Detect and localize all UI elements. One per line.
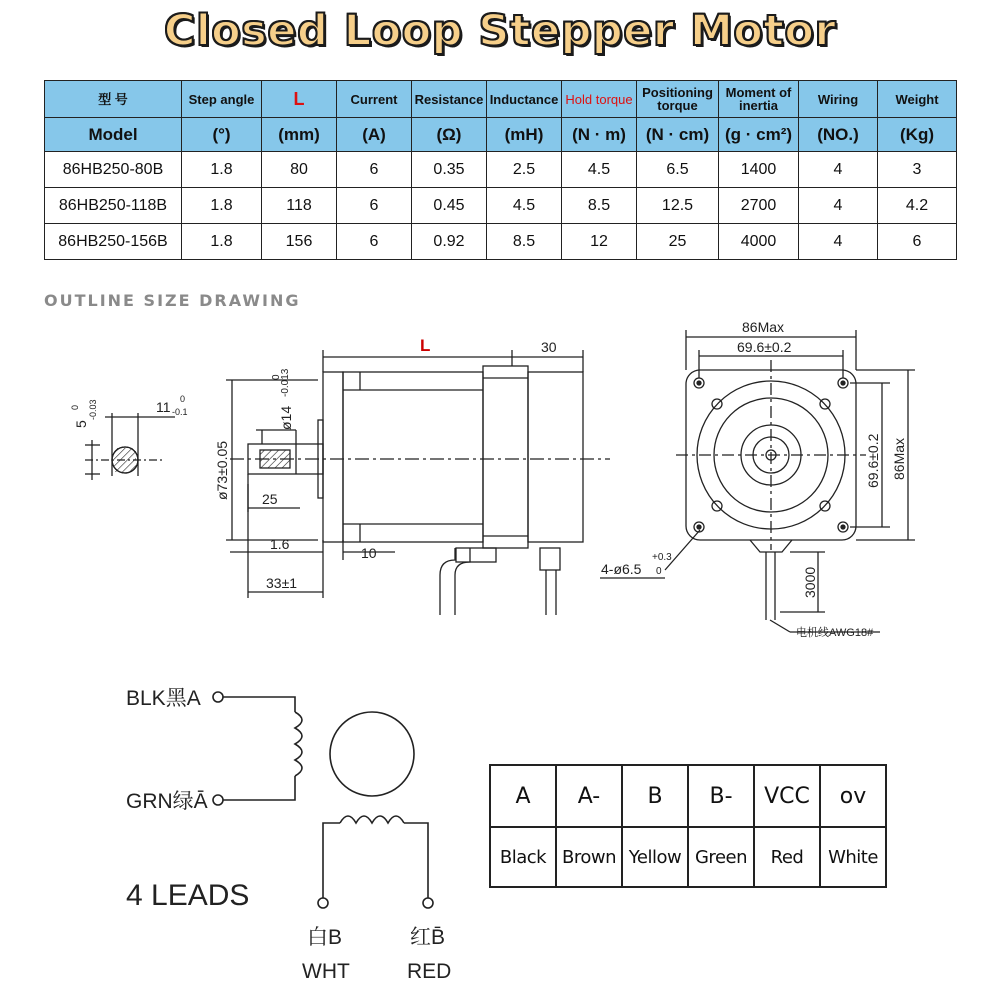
cell-weight: 3 — [878, 152, 957, 188]
signal-b: B — [622, 765, 688, 827]
cell-resistance: 0.35 — [412, 152, 487, 188]
dim-holes-tol-top: +0.3 — [652, 552, 672, 563]
unit-positioning-torque: (N · cm) — [637, 118, 719, 152]
color-brown: Brown — [556, 827, 622, 887]
color-green: Green — [688, 827, 754, 887]
unit-wiring: (NO.) — [799, 118, 878, 152]
signal-0v: ov — [820, 765, 886, 827]
color-black: Black — [490, 827, 556, 887]
cell-wiring: 4 — [799, 152, 878, 188]
cell-moment-inertia: 4000 — [719, 224, 799, 260]
signal-b-minus: B- — [688, 765, 754, 827]
dim-69-top: 69.6±0.2 — [737, 339, 792, 355]
unit-weight: (Kg) — [878, 118, 957, 152]
cell-length: 118 — [262, 188, 337, 224]
header-moment-inertia: Moment of inertia — [719, 81, 799, 118]
cell-positioning-torque: 12.5 — [637, 188, 719, 224]
header-resistance: Resistance — [412, 81, 487, 118]
section-title: OUTLINE SIZE DRAWING — [44, 291, 301, 310]
wiring-signal-row — [490, 765, 886, 827]
key-5: 5 — [73, 420, 89, 428]
header-step-angle: Step angle — [182, 81, 262, 118]
signal-vcc: VCC — [754, 765, 820, 827]
dim-86max-top: 86Max — [742, 319, 785, 335]
cell-hold-torque: 12 — [562, 224, 637, 260]
lead-blk-label: BLK黑A — [126, 687, 201, 710]
lead-grn-label: GRN绿Ā — [126, 790, 208, 813]
cell-length: 80 — [262, 152, 337, 188]
unit-hold-torque: (N · m) — [562, 118, 637, 152]
cell-model: 86HB250-118B — [45, 188, 182, 224]
unit-model: Model — [45, 118, 182, 152]
cell-inductance: 4.5 — [487, 188, 562, 224]
cell-positioning-torque: 25 — [637, 224, 719, 260]
wiring-table — [489, 764, 887, 888]
key-11-tol0: 0 — [180, 394, 186, 404]
lead-red-label: RED — [407, 960, 452, 983]
dim-14-tol0: 0 — [271, 374, 282, 380]
key-11: 11 — [156, 399, 171, 415]
header-inductance: Inductance — [487, 81, 562, 118]
key-section — [85, 413, 175, 480]
unit-resistance: (Ω) — [412, 118, 487, 152]
lead-red-cn-label: 红B̄ — [410, 926, 446, 949]
key-5-tol: -0.03 — [88, 399, 98, 420]
signal-a-minus: A- — [556, 765, 622, 827]
cell-inductance: 8.5 — [487, 224, 562, 260]
header-positioning-torque: Positioning torque — [637, 81, 719, 118]
dim-86max-side: 86Max — [891, 437, 907, 480]
dim-69-side: 69.6±0.2 — [865, 433, 881, 488]
unit-step-angle: (°) — [182, 118, 262, 152]
dim-25: 25 — [262, 491, 278, 507]
cell-current: 6 — [337, 188, 412, 224]
unit-length: (mm) — [262, 118, 337, 152]
cell-current: 6 — [337, 224, 412, 260]
key-11-tol: -0.1 — [172, 407, 188, 417]
dim-3000: 3000 — [802, 566, 818, 598]
unit-current: (A) — [337, 118, 412, 152]
cell-hold-torque: 8.5 — [562, 188, 637, 224]
dim-1-6: 1.6 — [270, 536, 290, 552]
dim-holes: 4-ø6.5 — [601, 561, 642, 577]
cell-step-angle: 1.8 — [182, 224, 262, 260]
cell-wiring: 4 — [799, 188, 878, 224]
cell-moment-inertia: 1400 — [719, 152, 799, 188]
header-model-cn: 型 号 — [45, 81, 182, 118]
cell-hold-torque: 4.5 — [562, 152, 637, 188]
unit-moment-inertia: (g · cm²) — [719, 118, 799, 152]
header-current: Current — [337, 81, 412, 118]
cell-weight: 6 — [878, 224, 957, 260]
dim-30: 30 — [541, 339, 557, 355]
color-white: White — [820, 827, 886, 887]
cable-spec: 电机线AWG18# — [796, 627, 874, 639]
cell-inductance: 2.5 — [487, 152, 562, 188]
cell-step-angle: 1.8 — [182, 152, 262, 188]
dim-holes-tol-bot: 0 — [656, 566, 662, 577]
dim-14-dia: ø14 — [278, 405, 294, 430]
cell-resistance: 0.92 — [412, 224, 487, 260]
page-title: Closed Loop Stepper Motor — [163, 6, 837, 56]
color-red: Red — [754, 827, 820, 887]
leads-count-label: 4 LEADS — [126, 879, 250, 912]
cell-current: 6 — [337, 152, 412, 188]
header-weight: Weight — [878, 81, 957, 118]
key-5-tol0: 0 — [70, 404, 80, 410]
dim-10: 10 — [361, 545, 377, 561]
lead-wht-label: WHT — [302, 960, 350, 983]
cell-weight: 4.2 — [878, 188, 957, 224]
cell-model: 86HB250-156B — [45, 224, 182, 260]
header-wiring: Wiring — [799, 81, 878, 118]
dim-length: L — [420, 336, 431, 355]
wiring-schematic — [213, 692, 433, 908]
cell-moment-inertia: 2700 — [719, 188, 799, 224]
cell-model: 86HB250-80B — [45, 152, 182, 188]
header-length: L — [262, 81, 337, 118]
lead-wht-cn-label: 白B — [307, 926, 343, 949]
cell-length: 156 — [262, 224, 337, 260]
signal-a: A — [490, 765, 556, 827]
wiring-color-row — [490, 827, 886, 887]
cell-resistance: 0.45 — [412, 188, 487, 224]
cell-step-angle: 1.8 — [182, 188, 262, 224]
dim-14-tol: -0.013 — [280, 368, 291, 397]
dim-33: 33±1 — [266, 575, 298, 591]
color-yellow: Yellow — [622, 827, 688, 887]
dim-73-dia: ø73±0.05 — [214, 440, 230, 500]
header-hold-torque: Hold torque — [562, 81, 637, 118]
cell-positioning-torque: 6.5 — [637, 152, 719, 188]
unit-inductance: (mH) — [487, 118, 562, 152]
cell-wiring: 4 — [799, 224, 878, 260]
